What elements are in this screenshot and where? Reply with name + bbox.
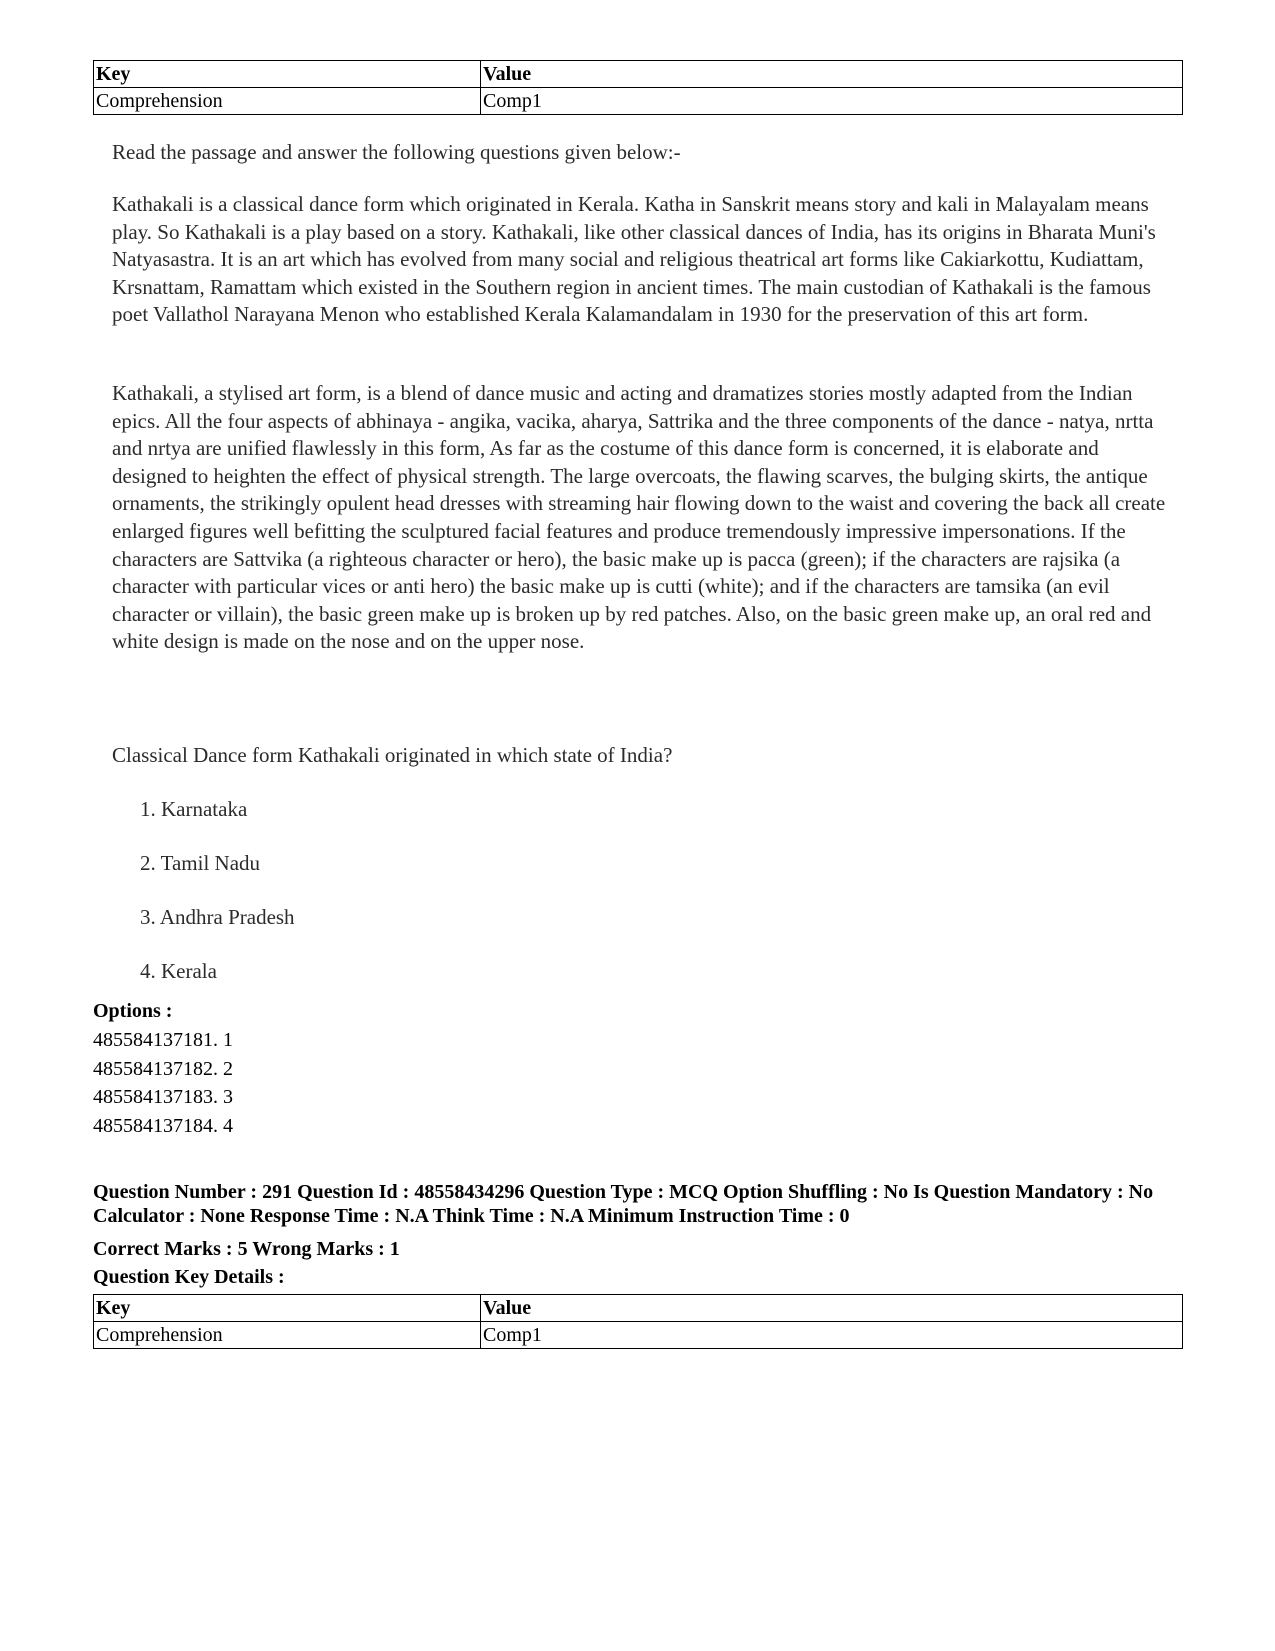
question-key-details-label: Question Key Details :	[93, 1266, 285, 1288]
passage-paragraph-1-text: Kathakali is a classical dance form which originated in Kerala. Katha in Sanskrit means story and kali in Malayalam means play. So Kathakali is a play based on a story. Kathakali, like other classical dances of India, has its origins in Bharata Muni's Natyasastra. It is an art which has evolved from many social and religious theatrical art forms like Cakiarkottu, Kudiattam, Krsnattam, Ramattam which existed in the Southern region in ancient times. The main custodian of Kathakali is the famous poet Vallathol Narayana Menon who established Kerala Kalamandalam in 1930 for the preservation of this art form.	[112, 192, 1156, 327]
value-header-cell: Value	[481, 61, 1183, 88]
passage-paragraph-2	[112, 380, 1172, 656]
passage-intro-text: Read the passage and answer the following questions given below:-	[112, 140, 681, 164]
passage-intro	[112, 139, 1172, 167]
passage-paragraph-2-text: Kathakali, a stylised art form, is a blend of dance music and acting and dramatizes stories mostly adapted from the Indian epics. All the four aspects of abhinaya - angika, vacika, aharya, Sattrika and the three components of the dance - natya, nrtta and nrtya are unified flawlessly in this form, As far as the costume of this dance form is concerned, it is elaborate and designed to heighten the effect of physical strength. The large overcoats, the flawing scarves, the bulging skirts, the antique ornaments, the strikingly opulent head dresses with streaming hair flowing down to the waist and covering the back all create enlarged figures well befitting the sculptured facial features and produce tremendously impressive impersonations. If the characters are Sattvika (a righteous character or hero), the basic make up is pacca (green); if the characters are rajsika (a character with particular vices or anti hero) the basic make up is cutti (white); and if the characters are tamsika (an evil character or villain), the basic green make up is broken up by red patches. Also, on the basic green make up, an oral red and white design is made on the nose and on the upper nose.	[112, 381, 1166, 654]
answer-choice-2: 2. Tamil Nadu	[140, 851, 261, 875]
table-header-row	[94, 61, 1183, 88]
option-id-2: 485584137182. 2	[93, 1058, 233, 1080]
value-cell: Comp1	[481, 1322, 1183, 1349]
answer-choice-4: 4. Kerala	[140, 959, 217, 983]
table-row	[94, 88, 1183, 115]
question-key-table-bottom	[93, 1294, 1183, 1349]
table-row	[94, 1322, 1183, 1349]
question-key-table-top	[93, 60, 1183, 115]
option-id-3: 485584137183. 3	[93, 1086, 233, 1108]
key-header-cell: Key	[94, 1295, 481, 1322]
key-header-cell: Key	[94, 61, 481, 88]
passage-paragraph-1	[112, 191, 1172, 329]
options-label: Options :	[93, 1000, 173, 1022]
answer-choice-1: 1. Karnataka	[140, 797, 248, 821]
option-id-4: 485584137184. 4	[93, 1115, 233, 1137]
option-id-1: 485584137181. 1	[93, 1029, 233, 1051]
key-cell: Comprehension	[94, 1322, 481, 1349]
table-header-row	[94, 1295, 1183, 1322]
question-text	[112, 742, 1172, 770]
question-text-content: Classical Dance form Kathakali originated in which state of India?	[112, 743, 673, 767]
marks-info: Correct Marks : 5 Wrong Marks : 1	[93, 1238, 400, 1260]
question-info: Question Number : 291 Question Id : 48558434296 Question Type : MCQ Option Shuffling : No Is Question Mandatory : No Calculator : None Response Time : N.A Think Time : N.A Minimum Instruction Time : 0	[93, 1181, 1154, 1227]
value-cell: Comp1	[481, 88, 1183, 115]
key-cell: Comprehension	[94, 88, 481, 115]
answer-choice-3: 3. Andhra Pradesh	[140, 905, 295, 929]
value-header-cell: Value	[481, 1295, 1183, 1322]
